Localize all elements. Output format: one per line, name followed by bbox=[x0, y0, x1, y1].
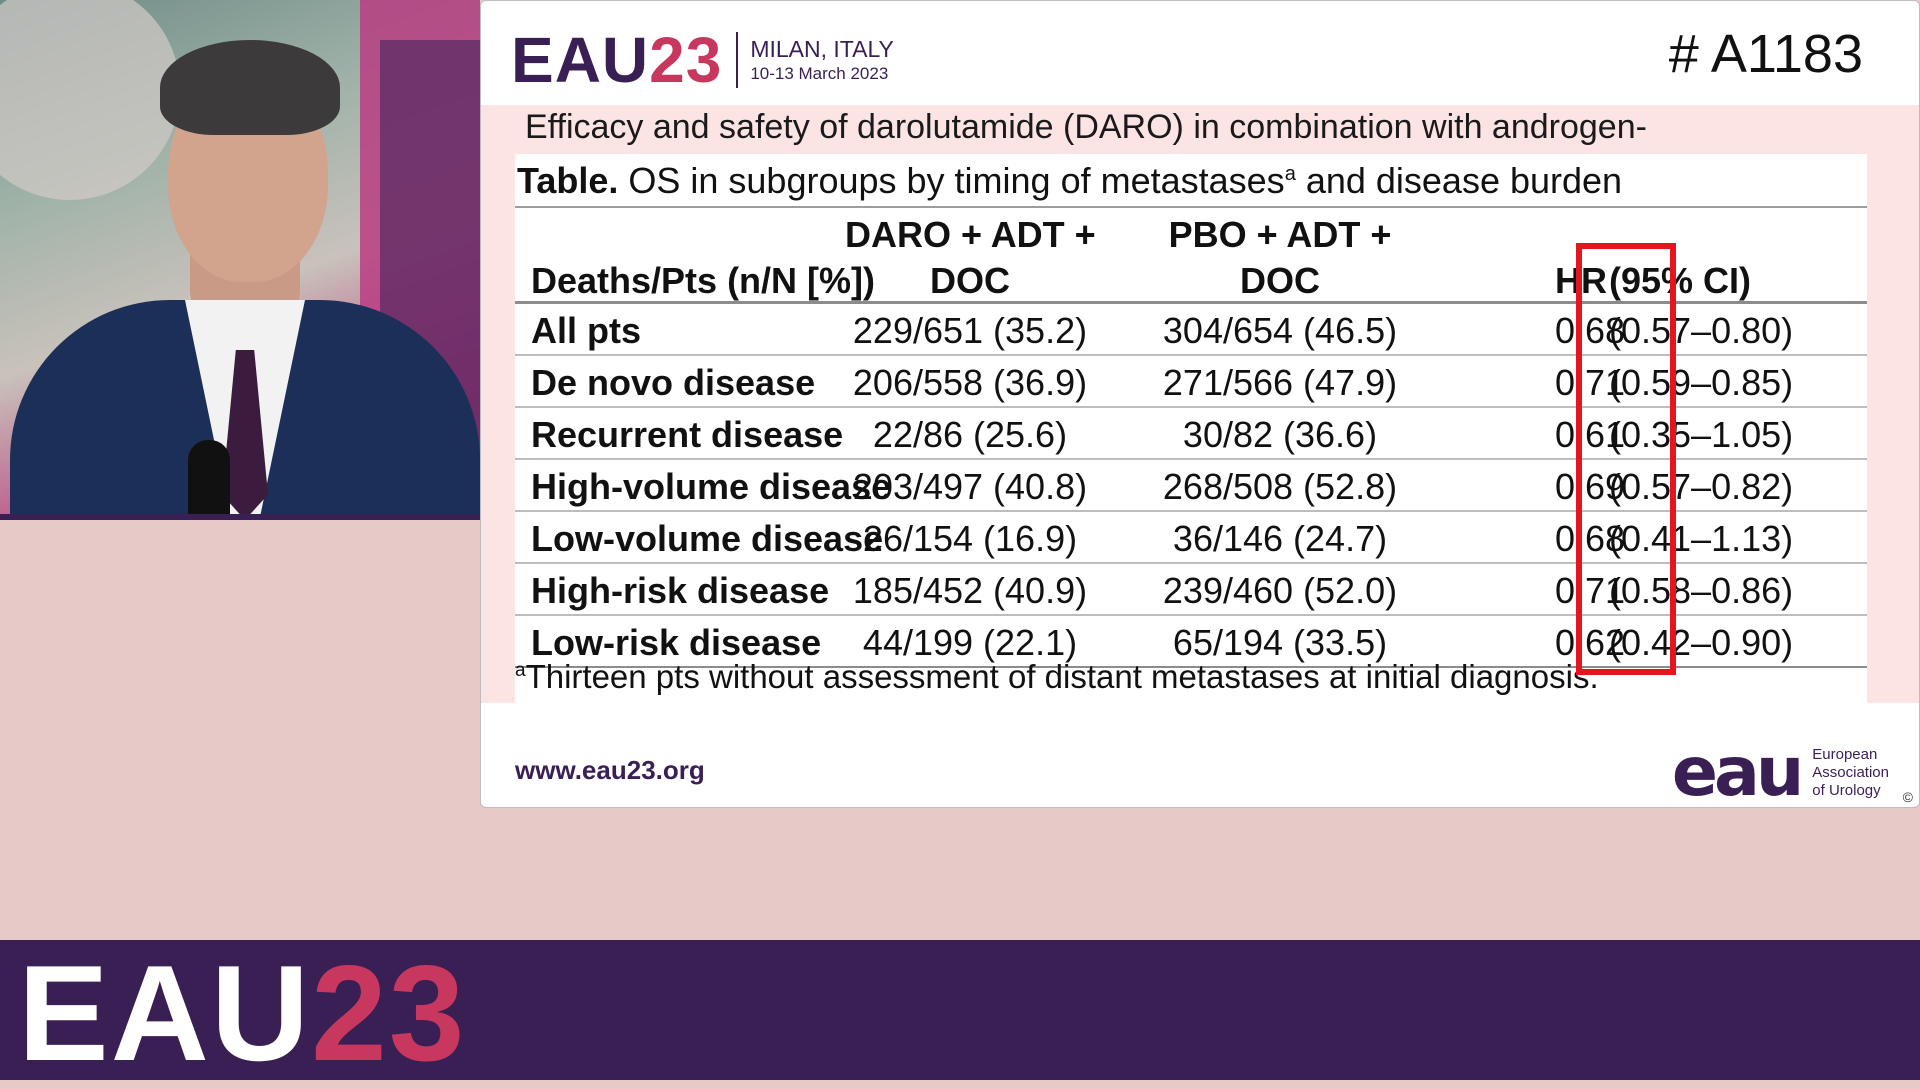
row-label: Recurrent disease bbox=[531, 414, 844, 455]
banner-logo: EAU23 bbox=[18, 937, 467, 1089]
row-ci-value: (0.42–0.90) bbox=[1609, 622, 1794, 663]
row-label: Low-risk disease bbox=[531, 622, 822, 663]
row-hr-value: 0.68 bbox=[1555, 518, 1626, 559]
table-footnote: $^a$Thirteen pts without assessment of distant metastases at initial diagnosis. bbox=[515, 658, 1599, 695]
header-pbo-line2: DOC bbox=[1240, 260, 1320, 301]
row-ci-value: (0.57–0.82) bbox=[1609, 466, 1794, 507]
speaker-hair bbox=[160, 40, 340, 135]
row-ci-value: (0.57–0.80) bbox=[1609, 310, 1794, 351]
slide-header bbox=[511, 25, 894, 95]
header-pbo-line1: PBO + ADT + bbox=[1168, 214, 1392, 255]
row-pbo-value: 65/194 (33.5) bbox=[1172, 622, 1388, 663]
row-ci-value: (0.59–0.85) bbox=[1609, 362, 1794, 403]
row-daro-value: 26/154 (16.9) bbox=[862, 518, 1078, 559]
row-hr-value: 0.69 bbox=[1555, 466, 1626, 507]
row-daro-value: 203/497 (40.8) bbox=[852, 466, 1088, 507]
header-daro-line1: DARO + ADT + bbox=[845, 214, 1096, 255]
header-ci: (95% CI) bbox=[1609, 260, 1752, 301]
row-ci-value: (0.58–0.86) bbox=[1609, 570, 1794, 611]
conference-dates: 10-13 March 2023 bbox=[750, 64, 889, 83]
row-pbo-value: 271/566 (47.9) bbox=[1162, 362, 1398, 403]
header-daro-line2: DOC bbox=[930, 260, 1010, 301]
row-ci-value: (0.41–1.13) bbox=[1609, 518, 1794, 559]
eau-mark-logo: eau bbox=[1671, 733, 1801, 808]
row-label: All pts bbox=[531, 310, 642, 351]
row-daro-value: 44/199 (22.1) bbox=[862, 622, 1078, 663]
row-hr-value: 0.62 bbox=[1555, 622, 1626, 663]
presentation-slide bbox=[480, 0, 1920, 808]
row-pbo-value: 304/654 (46.5) bbox=[1162, 310, 1398, 351]
association-name: European Association of Urology bbox=[1812, 746, 1889, 799]
header-hr: HR bbox=[1555, 260, 1607, 301]
speaker-video bbox=[0, 0, 480, 520]
row-pbo-value: 239/460 (52.0) bbox=[1162, 570, 1398, 611]
row-pbo-value: 36/146 (24.7) bbox=[1172, 518, 1388, 559]
row-label: High-volume disease bbox=[531, 466, 892, 507]
table-caption: Table. OS in subgroups by timing of metastases$^a$ and disease burden bbox=[517, 160, 1623, 201]
conference-location bbox=[750, 35, 894, 85]
header-label: Deaths/Pts (n/N [%]) bbox=[531, 260, 876, 301]
copyright-mark: © bbox=[1902, 789, 1913, 805]
row-daro-value: 22/86 (25.6) bbox=[872, 414, 1068, 455]
video-background-shape bbox=[0, 0, 180, 200]
conference-logo: EAU23 bbox=[511, 24, 723, 96]
table-top-rule bbox=[515, 206, 1867, 208]
row-hr-value: 0.68 bbox=[1555, 310, 1626, 351]
abstract-title: Efficacy and safety of darolutamide (DARO) in combination with androgen- bbox=[525, 108, 1647, 146]
row-daro-value: 185/452 (40.9) bbox=[852, 570, 1088, 611]
conference-url: www.eau23.org bbox=[515, 755, 705, 785]
row-daro-value: 229/651 (35.2) bbox=[852, 310, 1088, 351]
row-label: De novo disease bbox=[531, 362, 816, 403]
header-divider bbox=[736, 32, 738, 88]
hr-column-highlight-box bbox=[1576, 243, 1676, 675]
association-logo bbox=[1671, 733, 1889, 808]
row-pbo-value: 30/82 (36.6) bbox=[1182, 414, 1378, 455]
row-label: High-risk disease bbox=[531, 570, 830, 611]
row-pbo-value: 268/508 (52.8) bbox=[1162, 466, 1398, 507]
abstract-id: # A1183 bbox=[1668, 24, 1863, 84]
row-label: Low-volume disease bbox=[531, 518, 884, 559]
row-ci-value: (0.35–1.05) bbox=[1609, 414, 1794, 455]
row-hr-value: 0.61 bbox=[1555, 414, 1626, 455]
row-daro-value: 206/558 (36.9) bbox=[852, 362, 1088, 403]
row-hr-value: 0.71 bbox=[1555, 362, 1626, 403]
conference-city: MILAN, ITALY bbox=[750, 36, 894, 62]
row-hr-value: 0.71 bbox=[1555, 570, 1626, 611]
microphone bbox=[188, 440, 230, 520]
